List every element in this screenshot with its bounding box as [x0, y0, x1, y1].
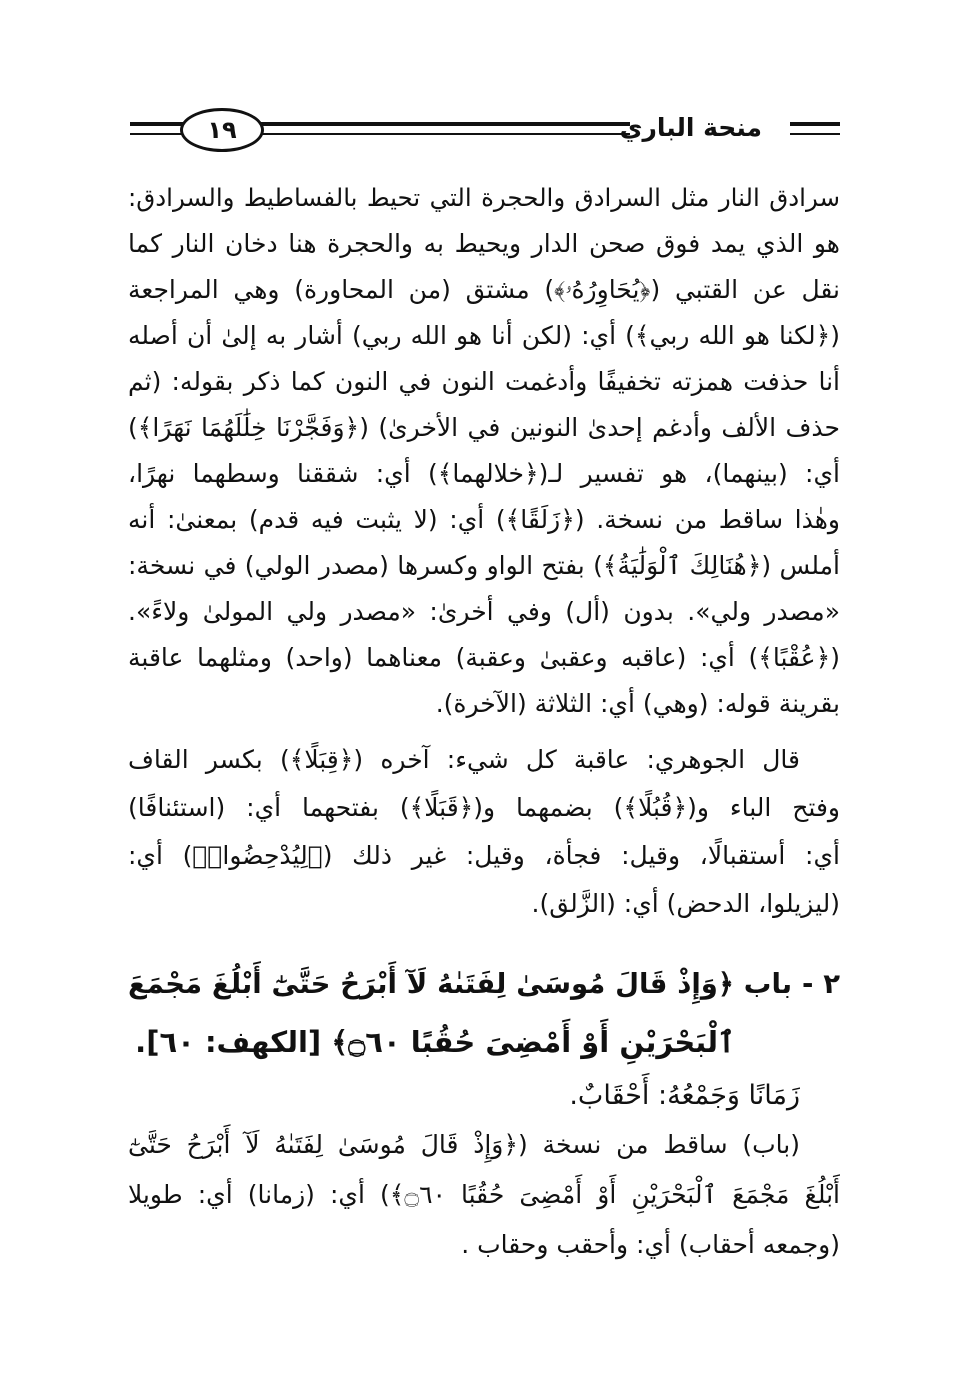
chapter-heading	[128, 955, 840, 1121]
body-line: (وجمعه أحقاب) أي: وأحقب وحقاب .	[461, 1230, 840, 1259]
body-line: «مصدر ولي». بدون (أل) وفي أخرىٰ: «مصدر ولي المولىٰ ولاءً».	[128, 597, 840, 626]
body-line: حذف الألف وأدغم إحدىٰ النونين في الأخرىٰ) (﴿وَفَجَّرْنَا خِلَٰلَهُمَا نَهَرًا﴾)	[128, 413, 840, 442]
header-rule-right-thick	[790, 122, 840, 126]
body-line: (باب) ساقط من نسخة (﴿وَإِذْ قَالَ مُوسَىٰ لِفَتَىٰهُ لَآ أَبْرَحُ حَتَّىٰٓ	[128, 1130, 800, 1159]
header-rule-right-thin	[790, 133, 840, 135]
paragraph-1	[128, 175, 840, 727]
body-line: وفتح الباء و(﴿قُبُلًا﴾) بضمهما و(﴿قَبَلًا﴾) بفتحهما أي: (استئنافًا)	[128, 793, 840, 822]
running-header-title: منحة الباري	[619, 113, 762, 142]
body-line: هو الذي يمد فوق صحن الدار ويحيط به والحجرة هنا دخان النار كما	[128, 229, 840, 258]
chapter-heading-line: ٢ - باب ﴿وَإِذْ قَالَ مُوسَىٰ لِفَتَىٰهُ لَآ أَبْرَحُ حَتَّىٰٓ أَبْلُغَ مَجْمَعَ	[128, 968, 840, 1000]
body-line: قال الجوهري: عاقبة كل شيء: آخره (﴿قِبَلًا﴾) بكسر القاف	[128, 745, 800, 774]
body-line: أَبْلُغَ مَجْمَعَ ٱلْبَحْرَيْنِ أَوْ أَمْضِىَ حُقُبًا ۝٦٠﴾) أي: (زمانا) أي: طويلا	[128, 1180, 840, 1209]
paragraph-2	[128, 736, 840, 928]
body-line: (﴿عُقْبًا﴾) أي: (عاقبه وعقبىٰ وعقبة) معناهما (واحد) ومثلهما عاقبة	[128, 643, 840, 672]
page-number: ١٩	[180, 108, 264, 152]
body-line: وهٰذا ساقط من نسخة. (﴿زَلَقًا﴾) أي: (لا يثبت فيه قدم) بمعنىٰ: أنه	[128, 505, 840, 534]
body-line: أي: أستقبالًا، وقيل: فجأة، وقيل: غير ذلك (﴿لِيُدْحِضُوا۟﴾) أي:	[128, 841, 840, 870]
commentary-paragraph	[128, 1120, 840, 1270]
chapter-heading-line: ٱلْبَحْرَيْنِ أَوْ أَمْضِىَ حُقُبًا ۝٦٠﴾ [الكهف: ٦٠].	[135, 1025, 735, 1059]
body-line: بقرينة قوله: (وهي) أي: الثلاثة (الآخرة).	[435, 689, 840, 718]
body-line: أي: (بينهما)، هو تفسير لـ(﴿خلالهما﴾) أي: شققنا وسطهما نهرًا،	[128, 459, 840, 488]
body-line: (ليزيلوا، الدحض) أي: (الزَّلق).	[531, 889, 840, 918]
body-line: (﴿لكنا هو الله ربي﴾) أي: (لكن أنا هو الله ربي) أشار به إلىٰ أن أصله	[128, 321, 840, 350]
body-line: أملس (﴿هُنَالِكَ ٱلْوَلَٰيَةُ﴾) بفتح الواو وكسرها (مصدر الولي) في نسخة:	[128, 551, 840, 580]
chapter-gloss: زَمَانًا وَجَمْعُهُ: أَحْقَابٌ.	[569, 1080, 800, 1111]
body-line: سرادق النار مثل السرادق والحجرة التي تحيط بالفساطيط والسرادق:	[128, 183, 840, 212]
body-line: أنا حذفت همزته تخفيفًا وأدغمت النون في النون كما ذكر بقوله: (ثم	[128, 367, 840, 396]
body-line: نقل عن القتبي (﴿يُحَاوِرُهُۥ﴾) مشتق (من المحاورة) وهي المراجعة	[128, 275, 840, 304]
